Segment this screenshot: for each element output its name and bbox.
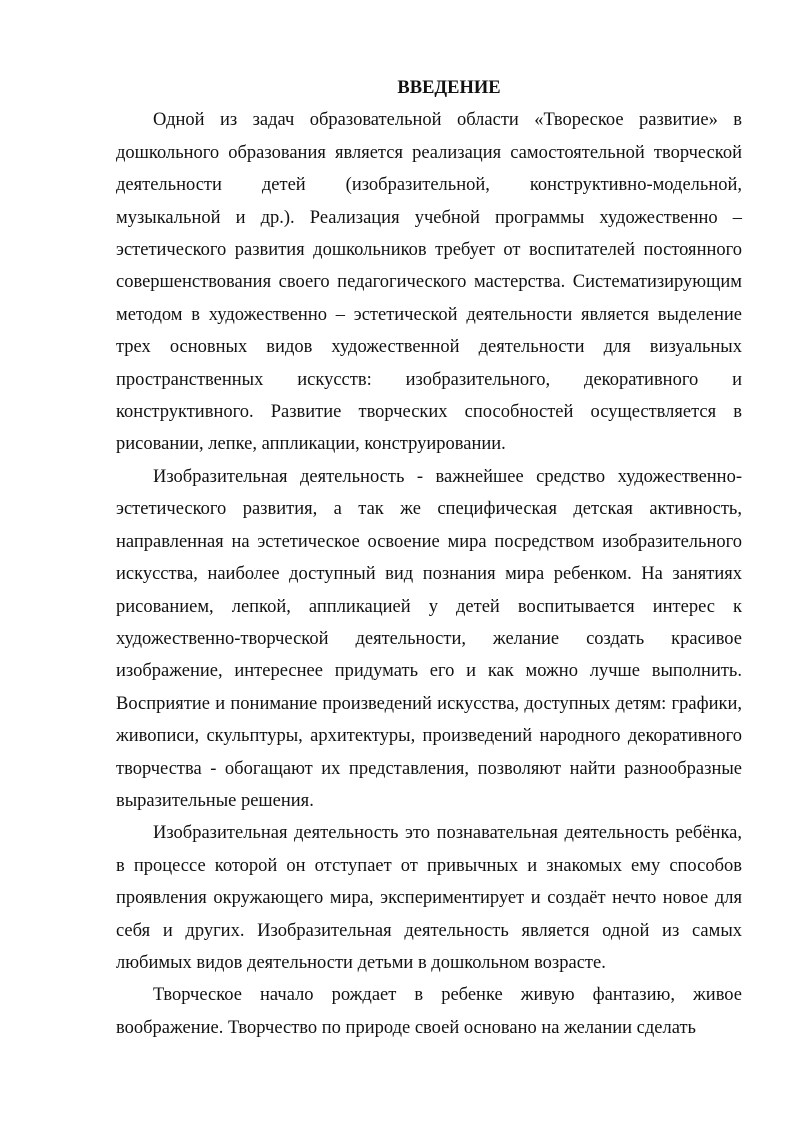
paragraph-2: Изобразительная деятельность - важнейшее средство художественно-эстетического развития, а так же специфическая детская активность, направленная на эстетическое освоение мира посредством изобразительного искусства, наиболее доступный вид познания мира ребенком. На занятиях рисованием, лепкой, аппликацией у детей воспитывается интерес к художественно-творческой деятельности, желание создать красивое изображение, интереснее придумать его и как можно лучше выполнить. Восприятие и понимание произведений искусства, доступных детям: графики, живописи, скульптуры, архитектуры, произведений народного декоративного творчества - обогащают их представления, позволяют найти разнообразные выразительные решения. <box>116 466 742 811</box>
paragraph-4: Творческое начало рождает в ребенке живую фантазию, живое воображение. Творчество по природе своей основано на желании сделать <box>116 985 742 1038</box>
paragraph-1: Одной из задач образовательной области «Твореское развитие» в дошкольного образования является реализация самостоятельной творческой деятельности детей (изобразительной, конструктивно-модельной, музыкальной и др.). Реализация учебной программы художественно – эстетического развития дошкольников требует от воспитателей постоянного совершенствования своего педагогического мастерства. Систематизирующим методом в художественно – эстетической деятельности является выделение трех основных видов художественной деятельности для визуальных пространственных искусств: изобразительного, декоративного и конструктивного. Развитие творческих способностей осуществляется в рисовании, лепке, аппликации, конструировании. <box>116 110 742 455</box>
document-title: ВВЕДЕНИЕ <box>397 78 501 98</box>
document-page <box>116 72 742 1044</box>
paragraph-3: Изобразительная деятельность это познавательная деятельность ребёнка, в процессе которой он отступает от привычных и знакомых ему способов проявления окружающего мира, экспериментирует и создаёт нечто новое для себя и других. Изобразительная деятельность является одной из самых любимых видов деятельности детьми в дошкольном возрасте. <box>116 823 742 973</box>
